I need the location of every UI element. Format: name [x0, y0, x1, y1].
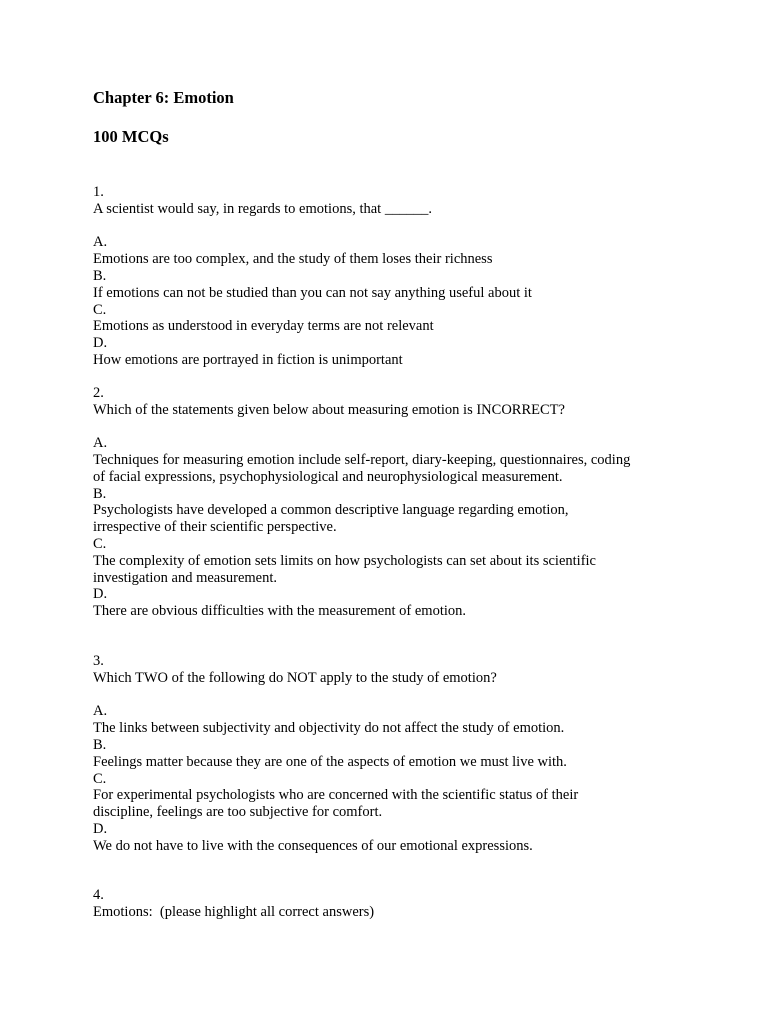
question-block — [93, 887, 683, 921]
option-text: If emotions can not be studied than you can not say anything useful about it — [93, 284, 532, 301]
question-list — [93, 184, 683, 921]
chapter-title: Chapter 6: Emotion — [93, 88, 234, 107]
option-text: How emotions are portrayed in fiction is unimportant — [93, 351, 403, 368]
option-text: The links between subjectivity and objectivity do not affect the study of emotion. — [93, 720, 565, 737]
question-text: A scientist would say, in regards to emotions, that ______. — [93, 200, 432, 217]
option-label: D. — [93, 335, 108, 352]
question-number: 1. — [93, 184, 104, 200]
option-text: investigation and measurement. — [93, 569, 278, 586]
option-label: D. — [93, 586, 108, 603]
option-text: discipline, feelings are too subjective for comfort. — [93, 804, 383, 821]
question-block — [93, 653, 683, 855]
option-label: A. — [93, 703, 108, 720]
document-page — [93, 88, 683, 921]
question-number: 3. — [93, 652, 104, 669]
question-text: Which TWO of the following do NOT apply to the study of emotion? — [93, 669, 497, 686]
option-text: Techniques for measuring emotion include self-report, diary-keeping, questionnaires, coding — [93, 451, 631, 468]
question-number: 4. — [93, 887, 104, 904]
option-text: irrespective of their scientific perspective. — [93, 519, 337, 536]
question-block — [93, 385, 683, 620]
option-text: Emotions as understood in everyday terms are not relevant — [93, 318, 434, 335]
option-text: There are obvious difficulties with the measurement of emotion. — [93, 603, 466, 620]
option-label: B. — [93, 267, 107, 284]
option-text: For experimental psychologists who are concerned with the scientific status of their — [93, 787, 579, 804]
option-text: of facial expressions, psychophysiological and neurophysiological measurement. — [93, 468, 563, 485]
section-subtitle: 100 MCQs — [93, 127, 169, 146]
question-block — [93, 184, 683, 369]
option-label: C. — [93, 770, 107, 787]
option-label: B. — [93, 736, 107, 753]
option-label: A. — [93, 234, 108, 251]
option-text: Psychologists have developed a common descriptive language regarding emotion, — [93, 502, 569, 519]
option-text: The complexity of emotion sets limits on how psychologists can set about its scientific — [93, 552, 596, 569]
option-text: Emotions are too complex, and the study of them loses their richness — [93, 251, 493, 268]
option-label: D. — [93, 820, 108, 837]
question-number: 2. — [93, 384, 104, 401]
option-label: A. — [93, 435, 108, 452]
question-text: Emotions: (please highlight all correct answers) — [93, 904, 375, 921]
option-label: C. — [93, 535, 107, 552]
option-text: Feelings matter because they are one of the aspects of emotion we must live with. — [93, 753, 567, 770]
option-label: C. — [93, 301, 107, 318]
question-text: Which of the statements given below about measuring emotion is INCORRECT? — [93, 401, 565, 418]
option-label: B. — [93, 485, 107, 502]
option-text: We do not have to live with the consequences of our emotional expressions. — [93, 837, 533, 854]
